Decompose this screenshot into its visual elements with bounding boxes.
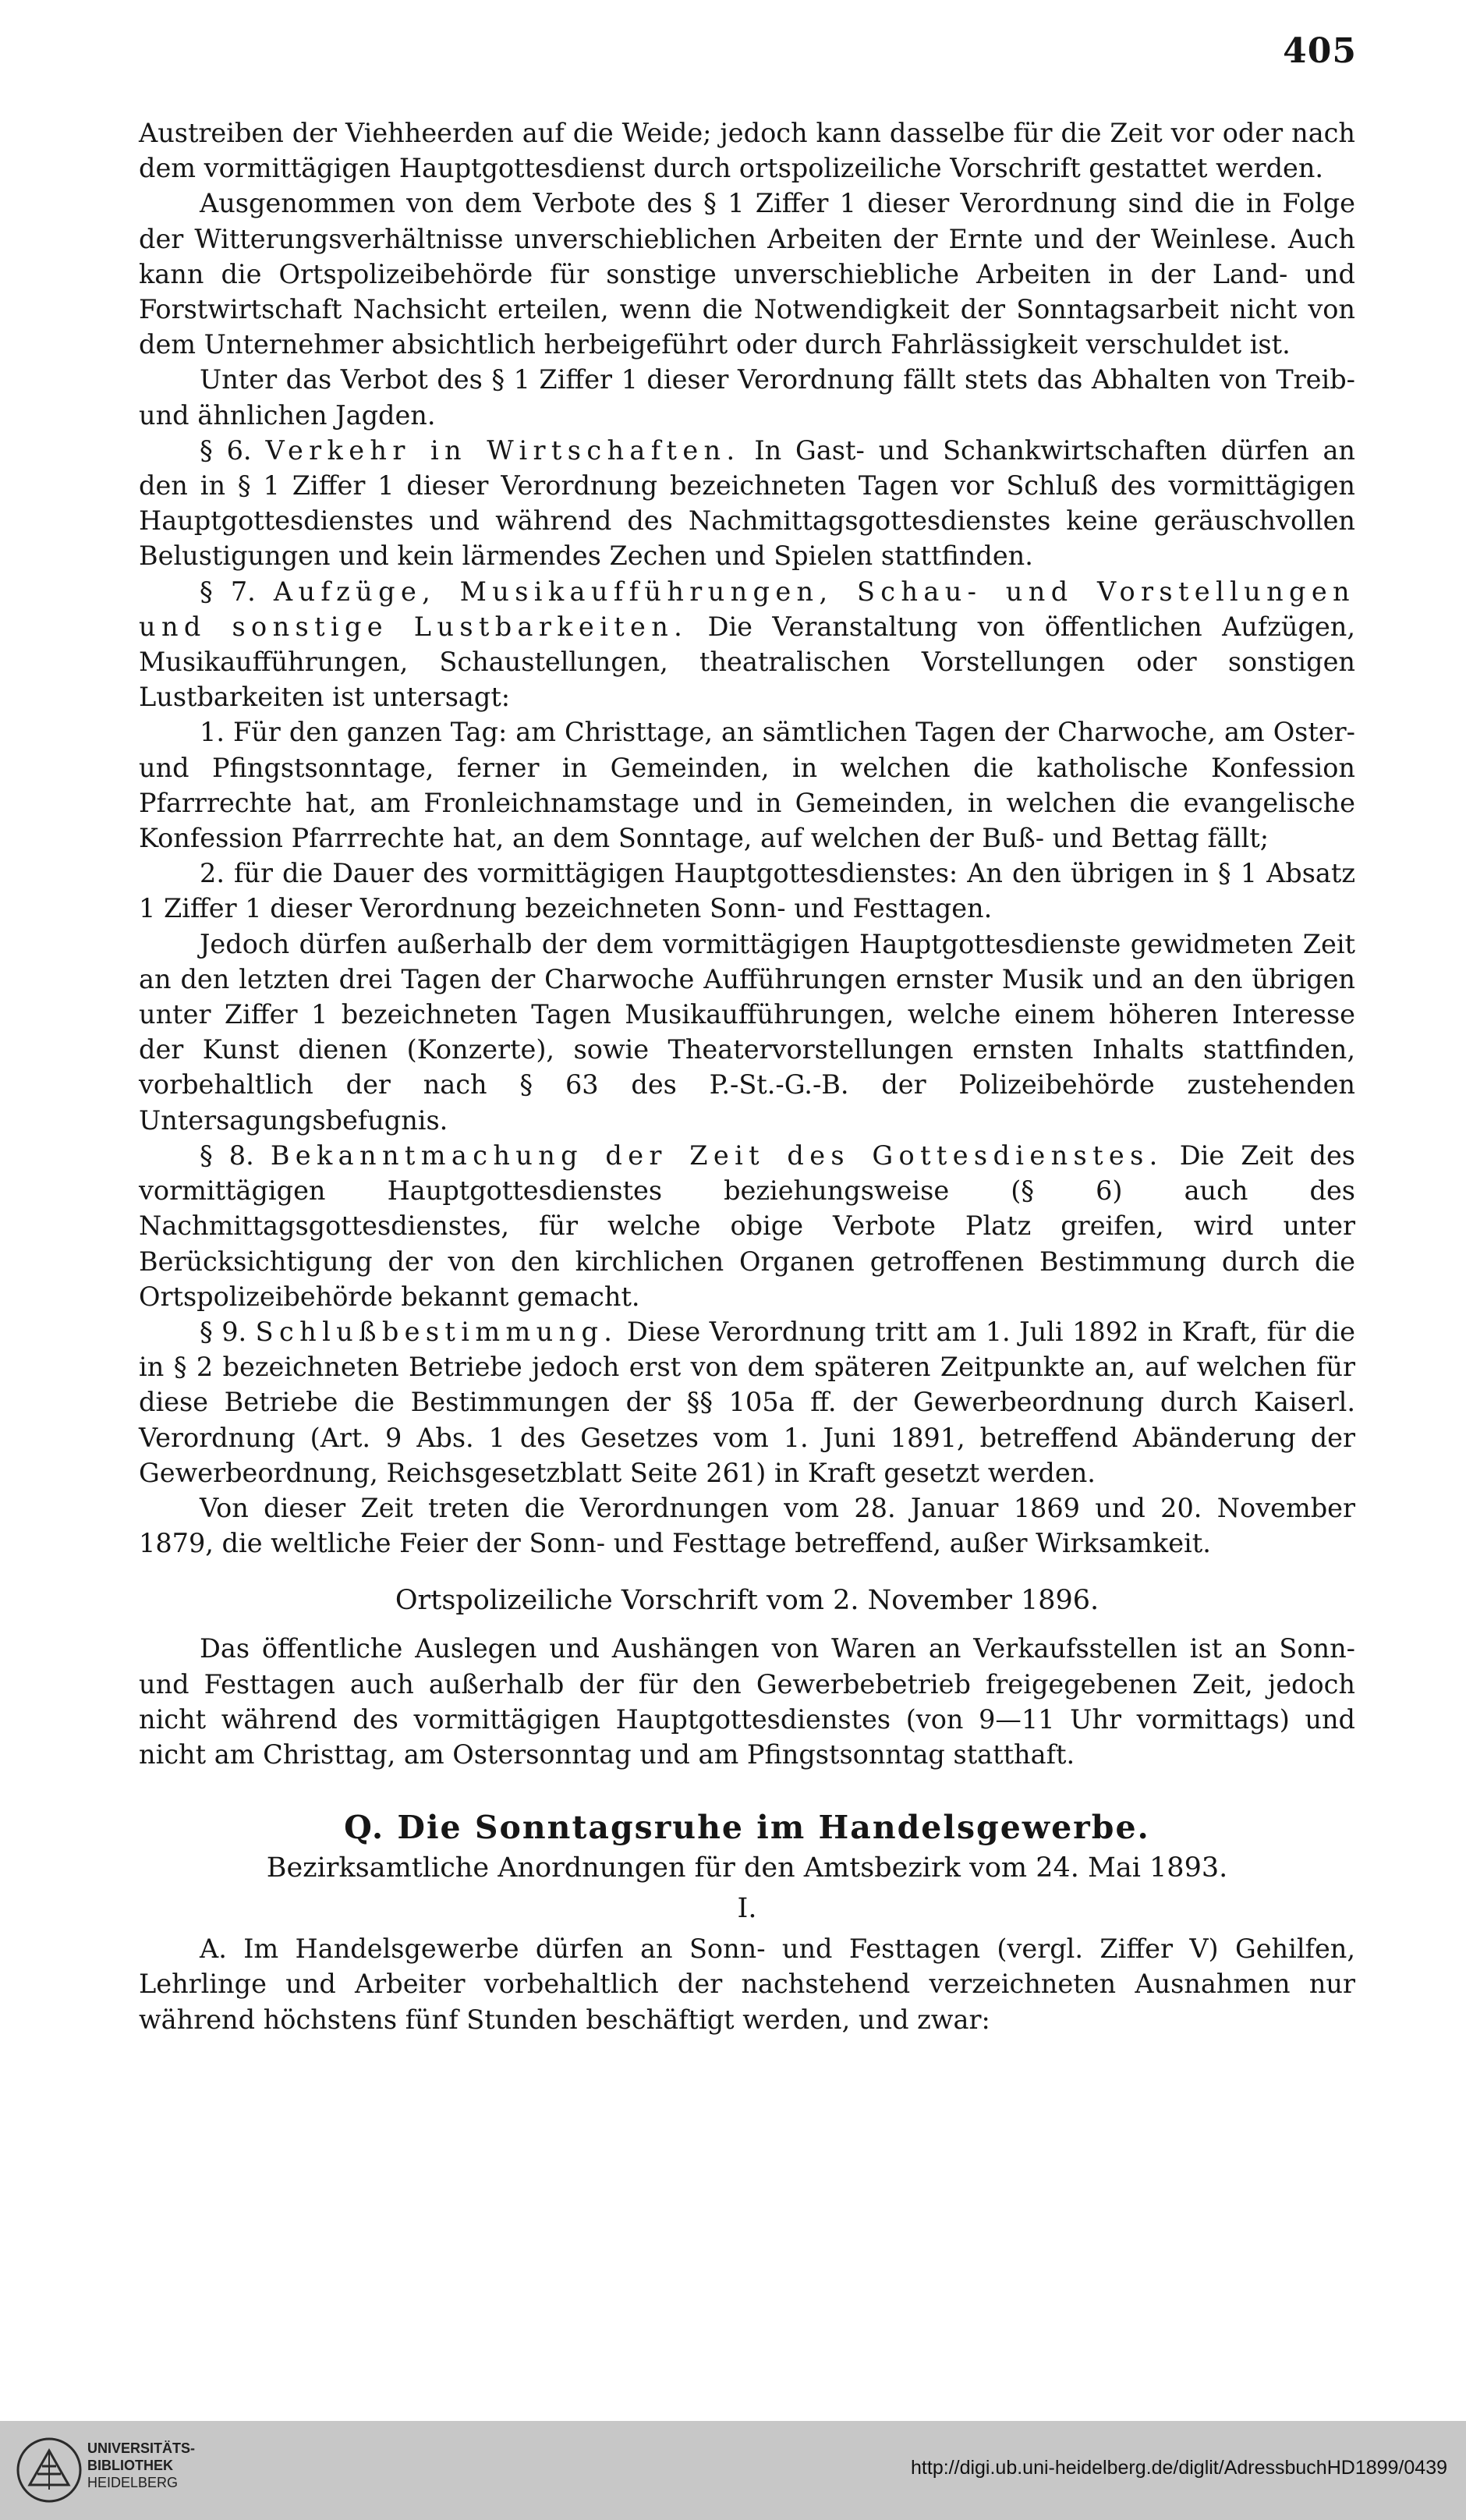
library-name (87, 2440, 195, 2491)
roman-heading: I. (737, 1893, 757, 1925)
text-paragraph (139, 433, 1355, 574)
text-paragraph (139, 115, 1355, 186)
text-segment: Diese Verordnung tritt am 1. Juli 1892 in Kraft, für die in § 2 bezeichneten Betriebe jedoch erst von dem späteren Zeitpunkte an, auf welchen für diese Betriebe die Bestimmungen der §§ 105a ff. der Gewerbeordnung durch Kaiserl. Verordnung (Art. 9 Abs. 1 des Gesetzes vom 1. Juni 1891, betreffend Abänderung der Gewerbeordnung, Reichsgesetzblatt Seite 261) in Kraft gesetzt werden. (139, 1316, 1356, 1488)
section-title-spaced: Schlußbestimmung. (255, 1316, 618, 1347)
text-segment: Ausgenommen von dem Verbote des § 1 Ziffer 1 dieser Verordnung sind die in Folge der Witterungsverhältnisse unverschieblichen Arbeiten der Ernte und der Weinlese. Auch kann die Ortspolizeibehörde für sonstige unverschiebliche Arbeiten in der Land- und Forstwirtschaft Nachsicht erteilen, wenn die Notwendigkeit der Sonntagsarbeit nicht von dem Unternehmer absichtlich herbeigeführt oder durch Fahrlässigkeit verschuldet ist. (139, 188, 1355, 360)
final-paragraph: A. Im Handelsgewerbe dürfen an Sonn- und Festtagen (vergl. Ziffer V) Gehilfen, Lehrlinge und Arbeiter vorbehaltlich der nachstehend verzeichneten Ausnahmen nur während höchstens fünf Stunden beschäftigt werden, und zwar: (139, 1933, 1355, 2035)
library-name-line: HEIDELBERG (87, 2475, 179, 2490)
section-title-spaced: Aufzüge, Musikaufführungen, Schau- und Vorstellungen und sonstige Lustbarkeiten. (139, 576, 1355, 642)
text-segment: Unter das Verbot des § 1 Ziffer 1 dieser Verordnung fällt stets das Abhalten von Treib- und ähnlichen Jagden. (139, 364, 1355, 431)
ordinance-text (139, 115, 1355, 1561)
text-segment: § 6. (200, 434, 266, 466)
section-subheading: Bezirksamtliche Anordnungen für den Amtsbezirk vom 24. Mai 1893. (266, 1852, 1228, 1884)
text-segment: Die Veranstaltung von öffentlichen Aufzügen, Musikaufführungen, Schaustellungen, theatralischen Vorstellungen oder sonstigen Lustbarkeiten ist untersagt: (139, 611, 1355, 713)
text-segment: In Gast- und Schankwirtschaften dürfen an den in § 1 Ziffer 1 dieser Verordnung bezeichneten Tagen vor Schluß des vormittägigen Hauptgottesdienstes und während des Nachmittagsgottesdienstes keine geräuschvollen Belustigungen und kein lärmendes Zechen und Spielen stattfinden. (139, 434, 1355, 572)
text-segment: § 7. (200, 576, 274, 607)
ortspol-heading: Ortspolizeiliche Vorschrift vom 2. November 1896. (395, 1585, 1100, 1617)
text-segment: Austreiben der Viehheerden auf die Weide; jedoch kann dasselbe für die Zeit vor oder nach dem vormittägigen Hauptgottesdienst durch ortspolizeiliche Vorschrift gestattet werden. (139, 118, 1355, 184)
section-title-spaced: Bekanntmachung der Zeit des Gottesdienstes. (270, 1139, 1163, 1171)
source-url-link[interactable]: http://digi.ub.uni-heidelberg.de/diglit/AdressbuchHD1899/0439 (911, 2457, 1447, 2479)
section-heading: Q. Die Sonntagsruhe im Handelsgewerbe. (344, 1809, 1150, 1847)
page-content (139, 115, 1355, 2037)
text-segment: Jedoch dürfen außerhalb der dem vormittägigen Hauptgottesdienste gewidmeten Zeit an den letzten drei Tagen der Charwoche Aufführungen ernster Musik und an den übrigen unter Ziffer 1 bezeichneten Tagen Musikaufführungen, welche einem höheren Interesse der Kunst dienen (Konzerte), sowie Theatervorstellungen ernsten Inhalts stattfinden, vorbehaltlich der nach § 63 des P.-St.-G.-B. der Polizeibehörde zustehenden Untersagungsbefugnis. (139, 928, 1355, 1136)
text-segment: § 9. (200, 1316, 256, 1347)
university-seal-icon (14, 2435, 84, 2505)
text-paragraph (139, 362, 1355, 432)
text-segment: Die Zeit des vormittägigen Hauptgottesdienstes beziehungsweise (§ 6) auch des Nachmittagsgottesdienstes, für welche obige Verbote Platz greifen, wird unter Berücksichtigung der von den kirchlichen Organen getroffenen Bestimmung durch die Ortspolizeibehörde bekannt gemacht. (139, 1139, 1355, 1312)
text-paragraph (139, 1314, 1355, 1490)
page-number: 405 (1283, 31, 1357, 71)
library-name-line: UNIVERSITÄTS- (87, 2440, 196, 2456)
footer-bar (0, 2421, 1466, 2520)
text-paragraph (139, 1138, 1355, 1314)
text-paragraph (139, 927, 1355, 1138)
text-segment: Von dieser Zeit treten die Verordnungen vom 28. Januar 1869 und 20. November 1879, die weltliche Feier der Sonn- und Festtage betreffend, außer Wirksamkeit. (139, 1492, 1355, 1559)
section-title-spaced: Verkehr in Wirtschaften. (265, 434, 741, 466)
text-paragraph (139, 1490, 1355, 1561)
text-paragraph (139, 714, 1355, 856)
text-paragraph (139, 574, 1355, 715)
text-segment: § 8. (200, 1139, 271, 1171)
text-paragraph (139, 856, 1355, 926)
text-segment: 2. für die Dauer des vormittägigen Hauptgottesdienstes: An den übrigen in § 1 Absatz 1 Ziffer 1 dieser Verordnung bezeichneten Sonn- und Festtagen. (139, 858, 1355, 924)
text-segment: 1. Für den ganzen Tag: am Christtage, an sämtlichen Tagen der Charwoche, am Oster- und Pfingstsonntage, ferner in Gemeinden, in welchen die katholische Konfession Pfarrrechte hat, am Fronleichnamstage und in Gemeinden, in welchen die evangelische Konfession Pfarrrechte hat, an dem Sonntage, auf welchen der Buß- und Bettag fällt; (139, 717, 1355, 854)
library-name-line: BIBLIOTHEK (87, 2458, 173, 2473)
ortspol-paragraph: Das öffentliche Auslegen und Aushängen von Waren an Verkaufsstellen ist an Sonn- und Festtagen auch außerhalb der für den Gewerbebetrieb freigegebenen Zeit, jedoch nicht während des vormittägigen Hauptgottesdienstes (von 9—11 Uhr vormittags) und nicht am Christtag, am Ostersonntag und am Pfingstsonntag statthaft. (139, 1633, 1355, 1770)
text-paragraph (139, 186, 1355, 362)
